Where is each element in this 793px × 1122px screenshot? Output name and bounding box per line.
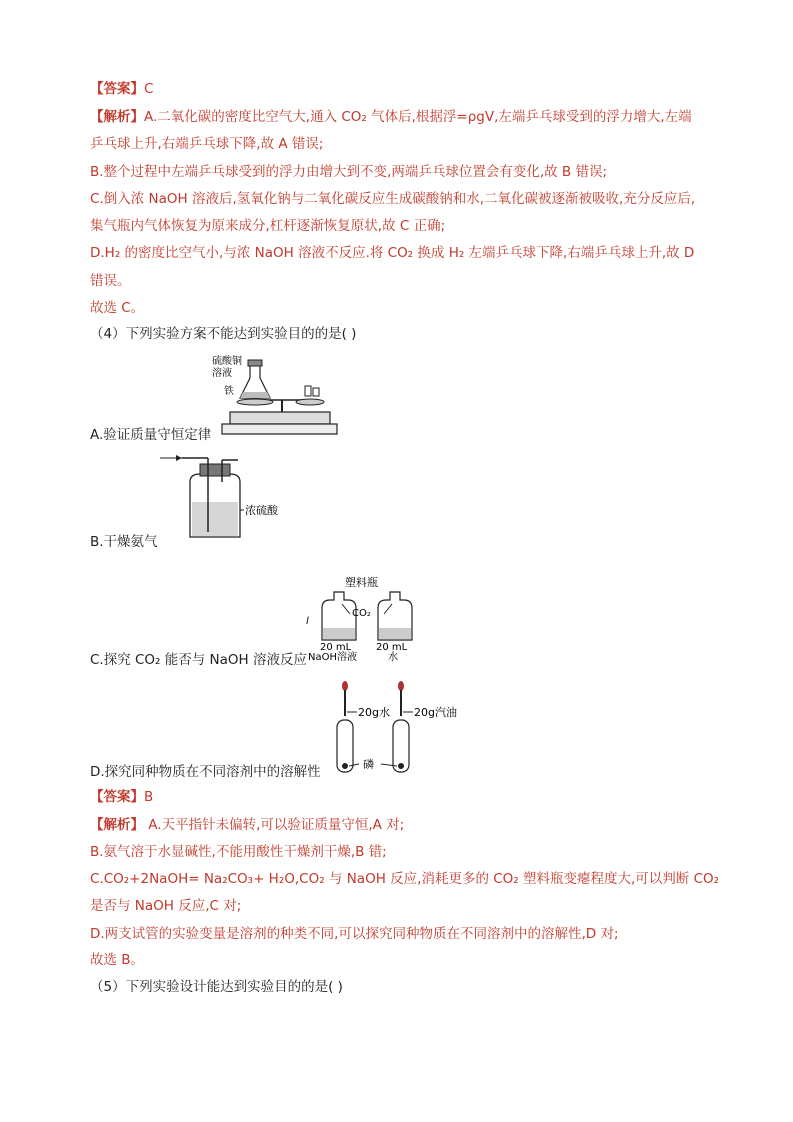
question-5-stem: （5）下列实验设计能达到实验目的的是( ) [90,979,343,995]
answer-line-1 [90,79,153,99]
analysis2-line-5: D.两支试管的实验变量是溶剂的种类不同,可以探究同种物质在不同溶剂中的溶解性,D 对; [90,926,619,942]
plastic-bottles-figure [300,576,420,661]
figA-label-1: 硫酸铜 [212,356,242,367]
figC-gas-label: CO₂ [352,608,371,619]
figA-label-3: 铁 [224,386,234,397]
analysis2-line-1 [90,815,404,835]
answer-value: C [144,81,154,97]
analysis-tag: 【解析】 [90,109,144,125]
figD-bottom-label: 磷 [363,758,374,771]
analysis-line-5: 集气瓶内气体恢复为原来成分,杠杆逐渐恢复原状,故 C 正确; [90,218,446,234]
figC-stray: l [306,616,309,627]
option-d: D.探究同种物质在不同溶剂中的溶解性 [90,764,321,780]
analysis2-text: A.天平指针未偏转,可以验证质量守恒,A 对; [144,817,405,833]
analysis2-line-4: 是否与 NaOH 反应,C 对; [90,898,242,914]
balance-figure [210,350,335,440]
figC-left-liq: NaOH溶液 [308,652,357,663]
figC-top-label: 塑料瓶 [345,576,378,589]
analysis-line-7: 错误。 [90,273,131,289]
figA-label-2: 溶液 [212,368,232,379]
figD-left-label: 20g水 [358,706,390,719]
figC-right-vol: 20 mL [376,642,408,653]
figC-left-vol: 20 mL [320,642,352,653]
conclusion-2: 故选 B。 [90,952,145,968]
conclusion-1: 故选 C。 [90,300,145,316]
option-b: B.干燥氨气 [90,534,158,550]
analysis2-line-2: B.氨气溶于水显碱性,不能用酸性干燥剂干燥,B 错; [90,844,387,860]
analysis-line-3: B.整个过程中左端乒乓球受到的浮力由增大到不变,两端乒乓球位置会有变化,故 B 错误; [90,164,608,180]
answer-value-2: B [144,789,154,805]
figD-right-label: 20g汽油 [414,706,457,719]
test-tubes-figure [325,680,457,780]
analysis2-line-3: C.CO₂+2NaOH= Na₂CO₃+ H₂O,CO₂ 与 NaOH 反应,消耗更多的 CO₂ 塑料瓶变瘪程度大,可以判断 CO₂ [90,871,720,887]
option-a: A.验证质量守恒定律 [90,427,212,443]
analysis-line-6: D.H₂ 的密度比空气小,与浓 NaOH 溶液不反应.将 CO₂ 换成 H₂ 左端乒乓球下降,右端乒乓球上升,故 D [90,245,695,261]
analysis-line-4: C.倒入浓 NaOH 溶液后,氢氧化钠与二氧化碳反应生成碳酸钠和水,二氧化碳被逐渐被吸收,充分反应后, [90,191,696,207]
figC-right-liq: 水 [388,652,398,663]
question-4-stem: （4）下列实验方案不能达到实验目的的是( ) [90,326,357,342]
analysis-text: A.二氧化碳的密度比空气大,通入 CO₂ 气体后,根据浮=ρgV,左端乒乓球受到的浮力增大,左端 [144,109,692,125]
answer-line-2 [90,787,153,807]
answer-tag-2: 【答案】 [90,789,144,805]
gas-bottle-figure [160,452,285,542]
answer-tag: 【答案】 [90,81,144,97]
analysis-line-1 [90,107,692,127]
analysis-tag-2: 【解析】 [90,817,144,833]
option-c: C.探究 CO₂ 能否与 NaOH 溶液反应 [90,652,307,668]
analysis-line-2: 乒乓球上升,右端乒乓球下降,故 A 错误; [90,136,324,152]
figB-label: 浓硫酸 [245,504,278,517]
